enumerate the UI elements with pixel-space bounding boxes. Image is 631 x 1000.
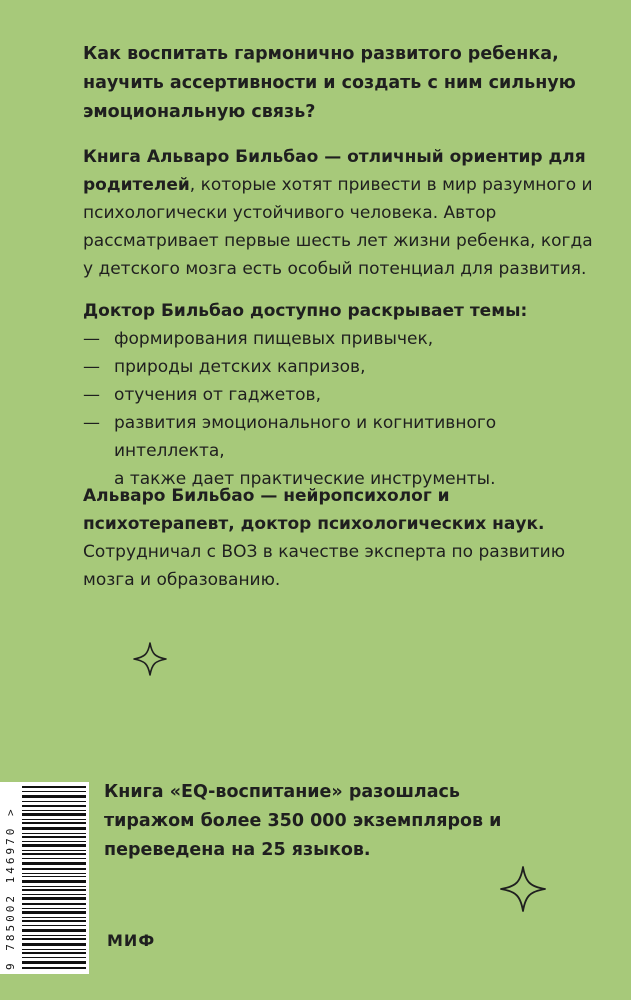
sales-text: Книга «EQ-воспитание» разошлась тиражом более 350 000 экземпляров и переведена на 25 языков.: [104, 782, 502, 860]
list-item-text: природы детских капризов,: [114, 357, 366, 377]
intro-question: [83, 40, 603, 127]
list-item: [83, 381, 603, 409]
author-bold: Альваро Бильбао — нейропсихолог и психотерапевт, доктор психологических наук.: [83, 486, 545, 534]
list-item-text: развития эмоционального и когнитивного интеллекта,: [114, 413, 497, 461]
publisher-logo: МИФ: [107, 931, 156, 950]
list-item: [83, 325, 603, 353]
sparkle-icon: [132, 641, 168, 677]
author-rest: Сотрудничал с ВОЗ в качестве эксперта по развитию мозга и образованию.: [83, 542, 566, 590]
about-book-bold: Книга Альваро Бильбао — отличный ориентир для родителей: [83, 147, 586, 195]
topics-heading: Доктор Бильбао доступно раскрывает темы:: [83, 301, 528, 321]
sales-note: [104, 778, 544, 865]
list-dash: —: [83, 329, 100, 349]
topics-section: [83, 297, 603, 493]
author-paragraph: [83, 482, 603, 594]
list-dash: —: [83, 413, 100, 433]
list-item-text: отучения от гаджетов,: [114, 385, 321, 405]
about-book-rest: , которые хотят привести в мир разумного и психологически устойчивого человека. Автор рассматривает первые шесть лет жизни ребенка, когда у детского мозга есть особый потенциал для развития.: [83, 175, 593, 279]
list-item: [83, 353, 603, 381]
list-dash: —: [83, 385, 100, 405]
list-item: [83, 409, 603, 493]
sparkle-icon: [498, 864, 548, 914]
isbn-digits: 9 785002 146970 >: [4, 806, 17, 970]
intro-text: Как воспитать гармонично развитого ребенка, научить ассертивности и создать с ним сильную эмоциональную связь?: [83, 44, 576, 122]
topics-list: [83, 325, 603, 493]
isbn-barcode: [0, 782, 89, 974]
list-continuation: а также дает практические инструменты.: [114, 469, 496, 489]
list-dash: —: [83, 357, 100, 377]
about-book-paragraph: [83, 143, 603, 283]
list-item-text: формирования пищевых привычек,: [114, 329, 434, 349]
